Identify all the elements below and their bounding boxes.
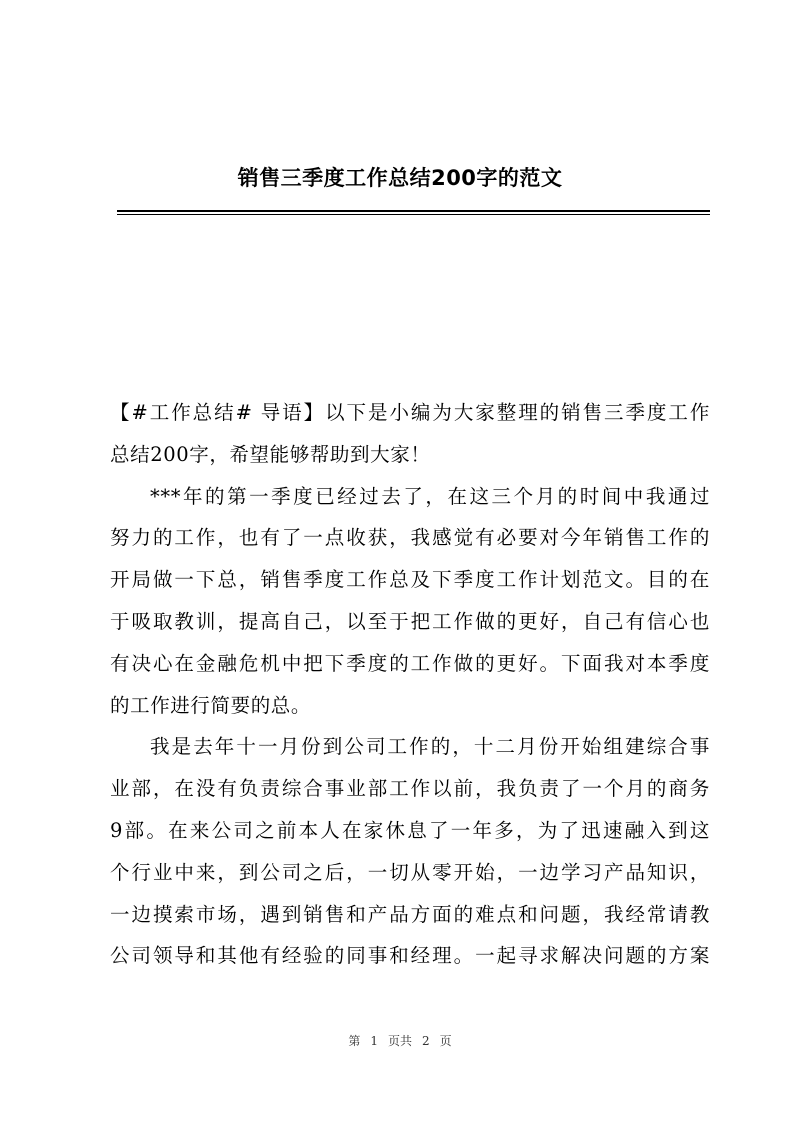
document-title: 销售三季度工作总结200字的范文: [237, 166, 563, 190]
footer-page-current: 1: [370, 1034, 378, 1048]
paragraph-line: 开局做一下总，销售季度工作总及下季度工作计划范文。目的在: [110, 568, 710, 592]
paragraph-line: 我是去年十一月份到公司工作的，十二月份开始组建综合事: [150, 735, 710, 759]
paragraph-line: ***年的第一季度已经过去了，在这三个月的时间中我通过: [150, 484, 710, 508]
paragraph-line: 于吸取教训，提高自己，以至于把工作做的更好，自己有信心也: [110, 609, 710, 633]
paragraph-line: 有决心在金融危机中把下季度的工作做的更好。下面我对本季度: [110, 651, 710, 675]
footer-page-suffix: 页: [439, 1034, 452, 1048]
title-underline-thin: [117, 214, 710, 215]
paragraph-line: 个行业中来，到公司之后，一切从零开始，一边学习产品知识，: [110, 860, 710, 884]
footer-page-total: 2: [422, 1034, 430, 1048]
paragraph-line: 【#工作总结# 导语】以下是小编为大家整理的销售三季度工作: [110, 401, 710, 424]
paragraph-line: 的工作进行简要的总。: [110, 693, 312, 717]
paragraph-line: 努力的工作，也有了一点收获，我感觉有必要对今年销售工作的: [110, 526, 710, 550]
paragraph-line: 9部。在来公司之前本人在家休息了一年多，为了迅速融入到这: [110, 818, 710, 842]
footer-page-mid: 页共: [387, 1034, 412, 1048]
page-footer: [0, 1032, 800, 1049]
paragraph-line: 一边摸索市场，遇到销售和产品方面的难点和问题，我经常请教: [110, 902, 710, 926]
paragraph-line: 公司领导和其他有经验的同事和经理。一起寻求解决问题的方案: [110, 944, 710, 968]
paragraph-line: 业部，在没有负责综合事业部工作以前，我负责了一个月的商务: [110, 777, 710, 801]
paragraph-line: 总结200字，希望能够帮助到大家！: [110, 442, 431, 466]
footer-page-prefix: 第: [348, 1034, 361, 1048]
document-body: [110, 400, 710, 985]
title-underline-thick: [117, 210, 710, 212]
